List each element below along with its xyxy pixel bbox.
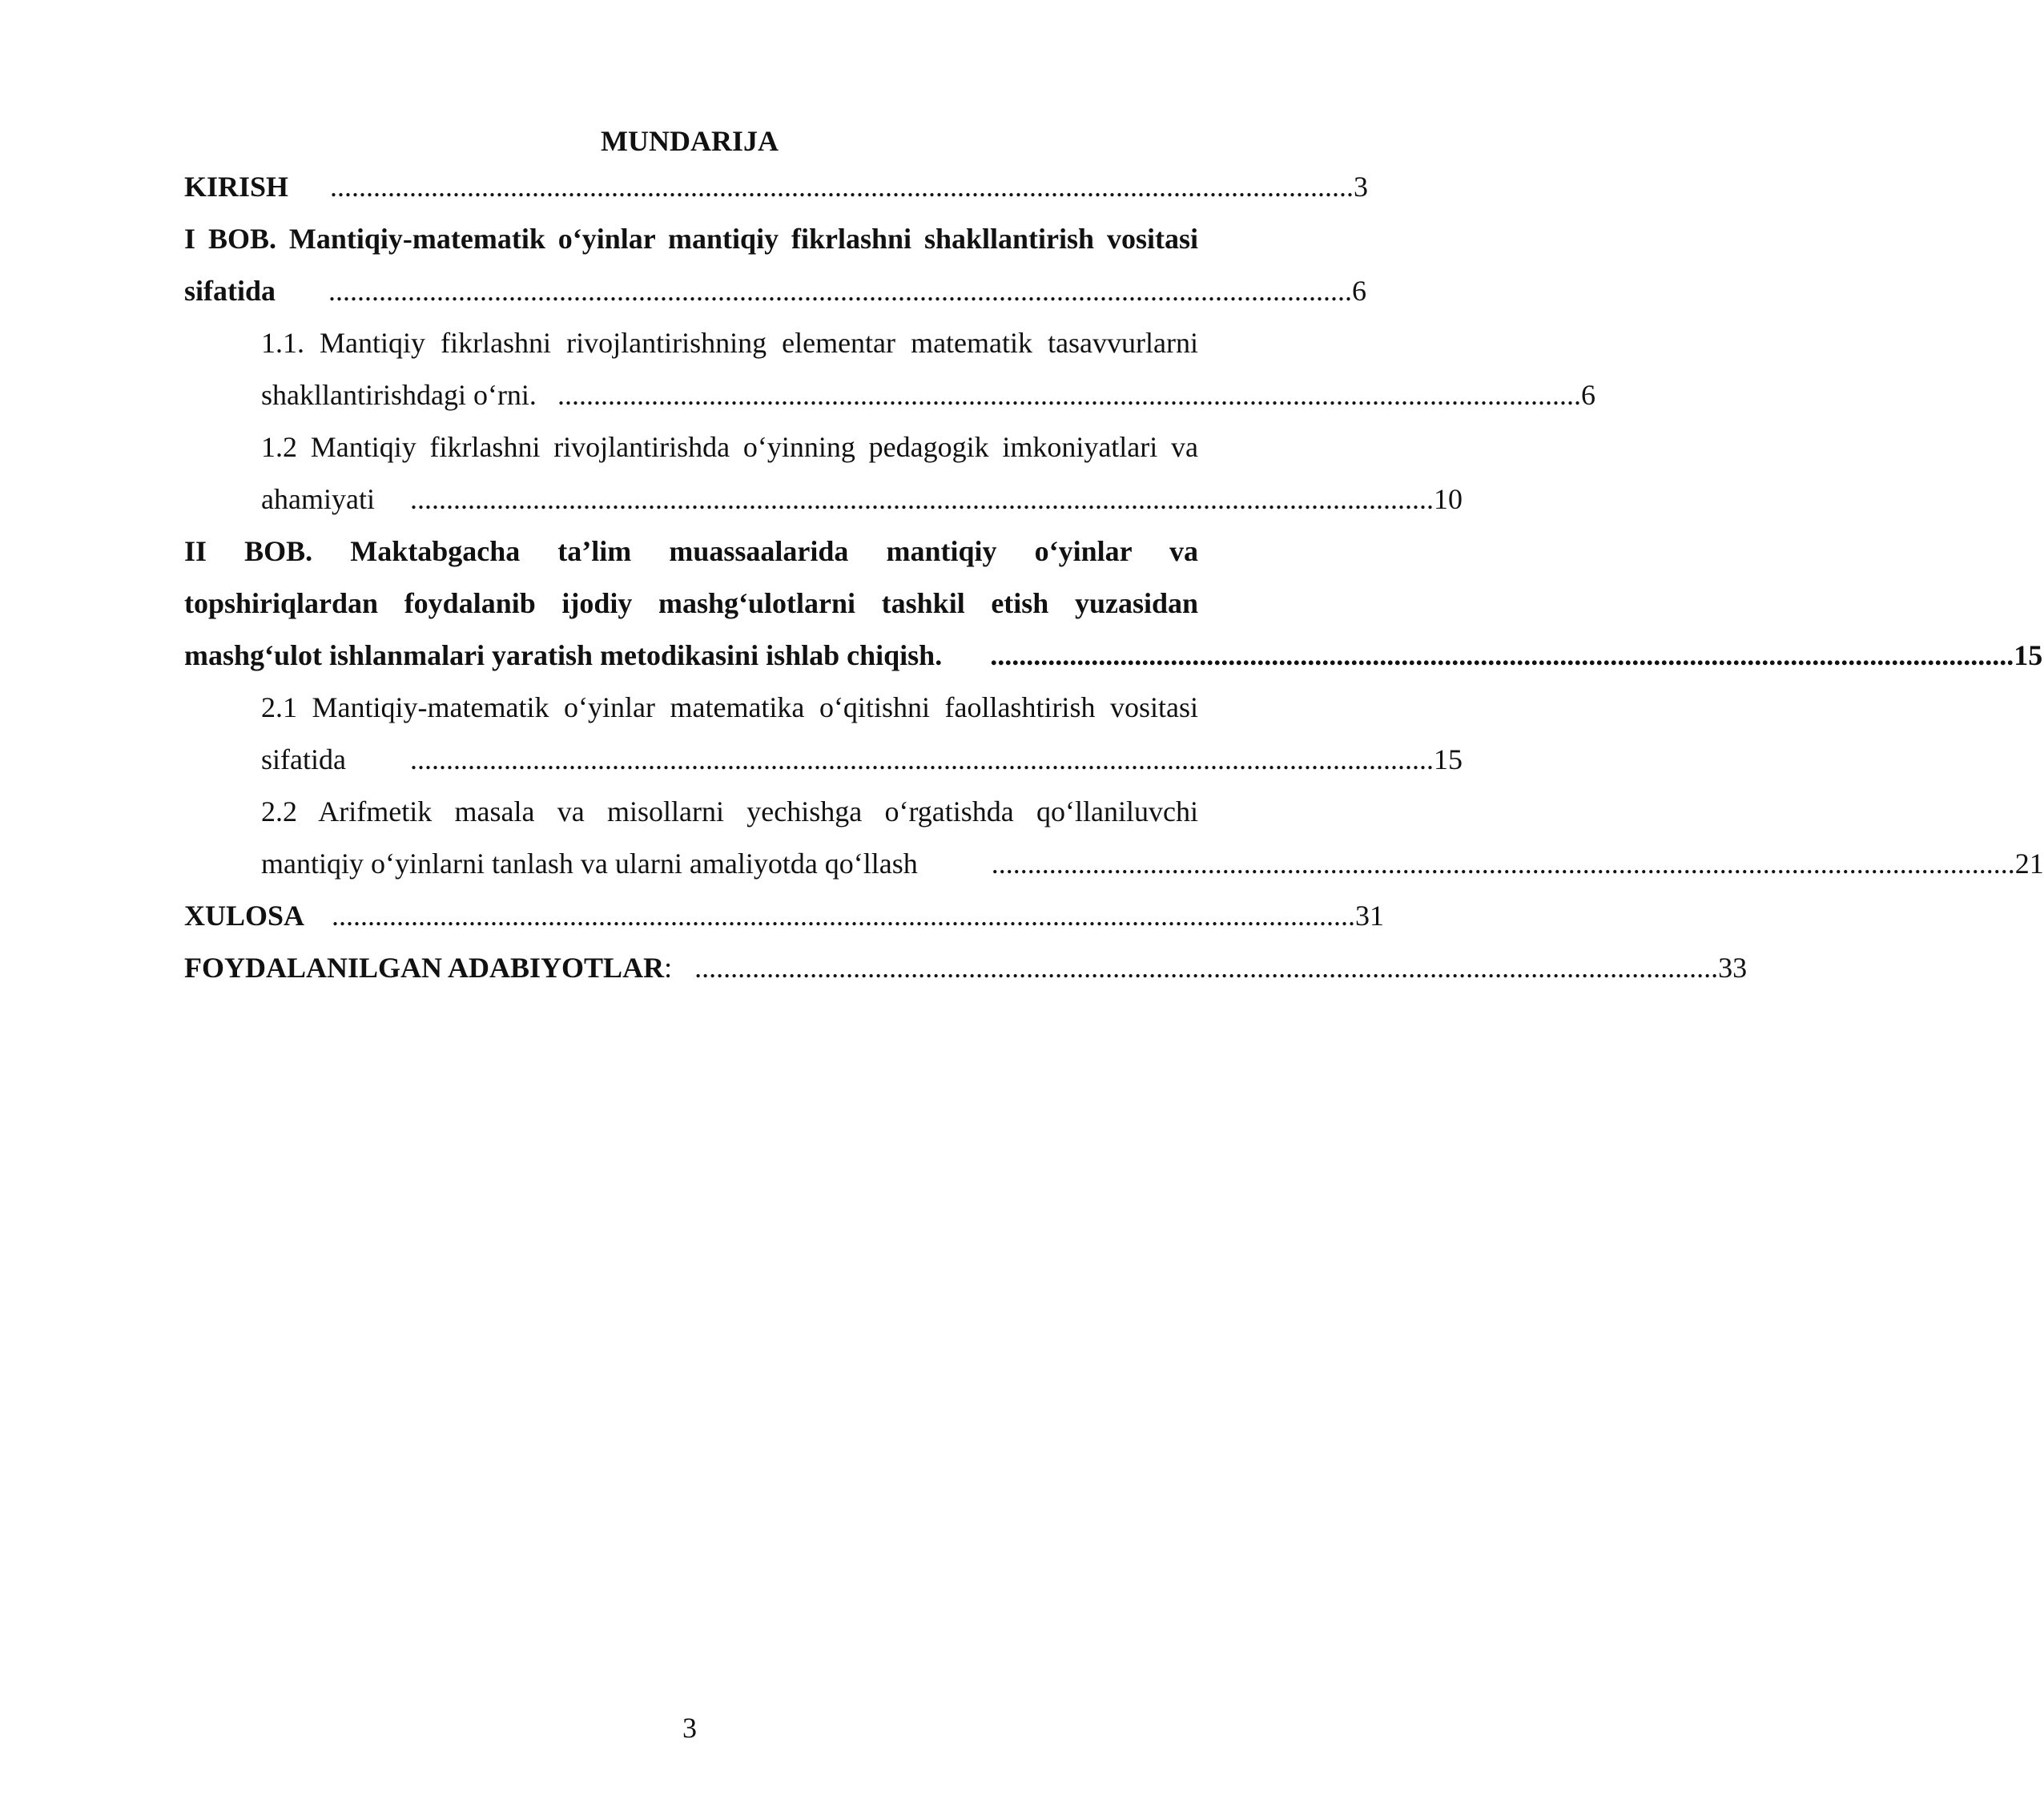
toc-entry-label: mantiqiy o‘yinlarni tanlash va ularni amaliyotda qo‘llash — [261, 848, 918, 880]
toc-entry-label: ahamiyati — [261, 483, 375, 515]
toc-title: MUNDARIJA — [601, 125, 779, 157]
toc-leader-dots: .............................................................................................................................................. — [332, 900, 1356, 932]
toc-page-number: 33 — [1718, 952, 1748, 984]
toc-page-number: 21 — [2014, 848, 2044, 880]
toc-entry-label: KIRISH — [184, 171, 289, 203]
toc-entry-label: mashg‘ulot ishlanmalari yaratish metodikasini ishlab chiqish. — [184, 639, 943, 671]
toc-entry-bob2-line1[interactable]: II BOB. Maktabgacha ta’lim muassaalarida mantiqiy o‘yinlar va — [184, 535, 1198, 567]
toc-entry-label: FOYDALANILGAN ADABIYOTLAR — [184, 952, 665, 984]
toc-entry-bob1-line1[interactable]: I BOB. Mantiqiy-matematik o‘yinlar mantiqiy fikrlashni shakllantirish vositasi — [184, 223, 1198, 255]
toc-entry-2-2-line2[interactable] — [261, 838, 2044, 890]
toc-leader-dots: .............................................................................................................................................. — [991, 848, 2015, 880]
toc-entry-2-1-line2[interactable] — [261, 734, 1463, 786]
toc-leader-dots: .............................................................................................................................................. — [990, 639, 2014, 671]
toc-leader-dots: .............................................................................................................................................. — [409, 743, 1434, 775]
toc-page-number: 31 — [1355, 900, 1385, 932]
toc-page-number: 15 — [2014, 639, 2043, 671]
toc-entry-label: sifatida — [184, 275, 276, 307]
toc-page-number: 3 — [1354, 171, 1369, 203]
table-of-contents — [184, 161, 2044, 994]
toc-page-number: 15 — [1433, 743, 1463, 775]
toc-entry-bob2-line3[interactable] — [184, 630, 2043, 682]
toc-entry-1-2-line2[interactable] — [261, 473, 1463, 525]
toc-leader-dots: .............................................................................................................................................. — [409, 483, 1434, 515]
toc-entry-1-1-line2[interactable] — [261, 369, 1595, 421]
toc-entry-label: shakllantirishdagi o‘rni. — [261, 379, 537, 411]
toc-entry-2-2-line1[interactable]: 2.2 Arifmetik masala va misollarni yechishga o‘rgatishda qo‘llaniluvchi — [261, 795, 1198, 827]
toc-entry-kirish[interactable] — [184, 161, 1369, 213]
page-number: 3 — [682, 1712, 697, 1744]
toc-entry-colon: : — [664, 952, 673, 984]
toc-leader-dots: .............................................................................................................................................. — [557, 379, 1581, 411]
toc-page-number: 10 — [1433, 483, 1463, 515]
toc-page-number: 6 — [1580, 379, 1595, 411]
toc-entry-xulosa[interactable] — [184, 890, 1385, 942]
toc-entry-1-1-line1[interactable]: 1.1. Mantiqiy fikrlashni rivojlantirishning elementar matematik tasavvurlarni — [261, 327, 1198, 359]
toc-entry-1-2-line1[interactable]: 1.2 Mantiqiy fikrlashni rivojlantirishda o‘yinning pedagogik imkoniyatlari va — [261, 431, 1198, 463]
toc-page-number: 6 — [1352, 275, 1367, 307]
toc-entry-bob2-line2[interactable]: topshiriqlardan foydalanib ijodiy mashg‘ulotlarni tashkil etish yuzasidan — [184, 587, 1198, 619]
toc-leader-dots: .............................................................................................................................................. — [328, 275, 1353, 307]
toc-entry-2-1-line1[interactable]: 2.1 Mantiqiy-matematik o‘yinlar matematika o‘qitishni faollashtirish vositasi — [261, 691, 1198, 723]
toc-entry-label: sifatida — [261, 743, 346, 775]
toc-entry-adabiyotlar[interactable] — [184, 942, 1748, 994]
toc-leader-dots: .............................................................................................................................................. — [330, 171, 1354, 203]
toc-entry-bob1-line2[interactable] — [184, 265, 1367, 317]
toc-leader-dots: .............................................................................................................................................. — [694, 952, 1719, 984]
toc-entry-label: XULOSA — [184, 900, 305, 932]
